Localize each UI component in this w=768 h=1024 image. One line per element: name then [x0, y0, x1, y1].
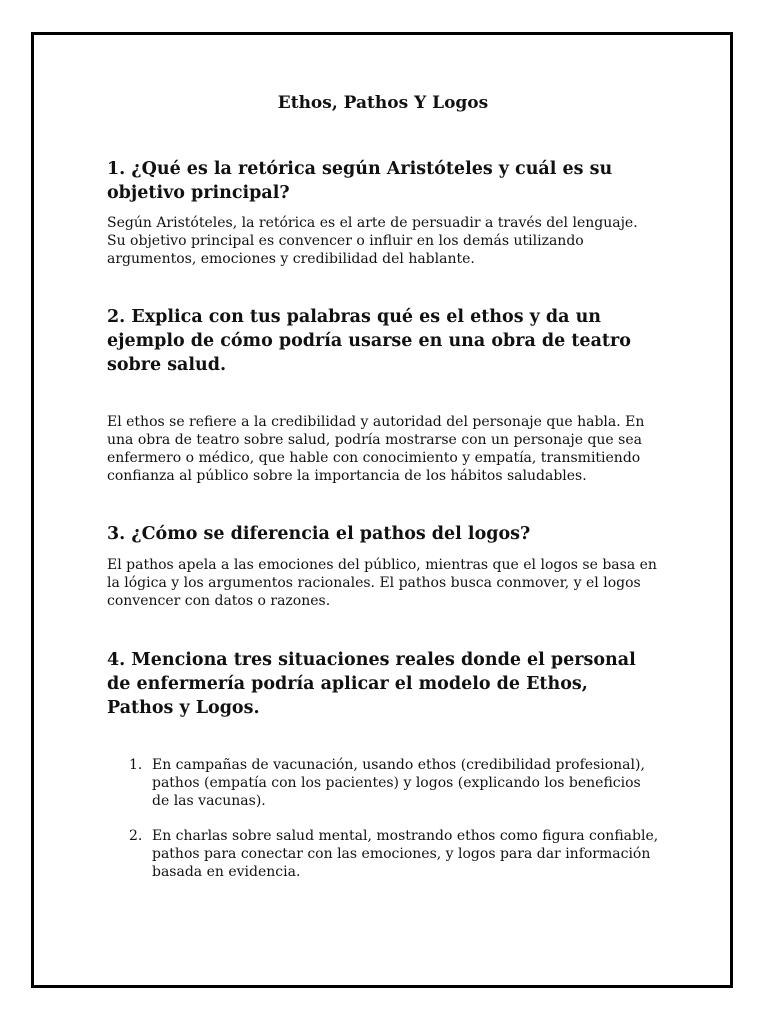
list-item-number: 1.: [129, 757, 143, 773]
answer-3-text: El pathos apela a las emociones del público, mientras que el logos se basa en la lógica y los argumentos racionales. El pathos busca conmover, y el logos convencer con datos o razones.: [107, 557, 657, 609]
list-item-number: 2.: [129, 828, 143, 844]
document-title: Ethos, Pathos Y Logos: [277, 93, 489, 113]
question-2-heading: 2. Explica con tus palabras qué es el ethos y da un ejemplo de cómo podría usarse en una obra de teatro sobre salud.: [107, 307, 631, 375]
question-3-heading: 3. ¿Cómo se diferencia el pathos del logos?: [107, 524, 531, 544]
question-4-heading: 4. Menciona tres situaciones reales donde el personal de enfermería podría aplicar el modelo de Ethos, Pathos y Logos.: [107, 650, 636, 718]
answer-2-text: El ethos se refiere a la credibilidad y autoridad del personaje que habla. En una obra de teatro sobre salud, podría mostrarse con un personaje que sea enfermero o médico, que hable con conocimiento y empatía, transmitiendo confianza al público sobre la importancia de los hábitos saludables.: [107, 414, 645, 484]
list-item-text: En charlas sobre salud mental, mostrando ethos como figura confiable, pathos para conectar con las emociones, y logos para dar información basada en evidencia.: [152, 828, 659, 880]
answer-1-text: Según Aristóteles, la retórica es el arte de persuadir a través del lenguaje. Su objetivo principal es convencer o influir en los demás utilizando argumentos, emociones y credibilidad del hablante.: [107, 215, 638, 267]
question-1-heading: 1. ¿Qué es la retórica según Aristóteles y cuál es su objetivo principal?: [107, 159, 613, 203]
list-item-text: En campañas de vacunación, usando ethos (credibilidad profesional), pathos (empatía con los pacientes) y logos (explicando los beneficios de las vacunas).: [152, 757, 645, 809]
